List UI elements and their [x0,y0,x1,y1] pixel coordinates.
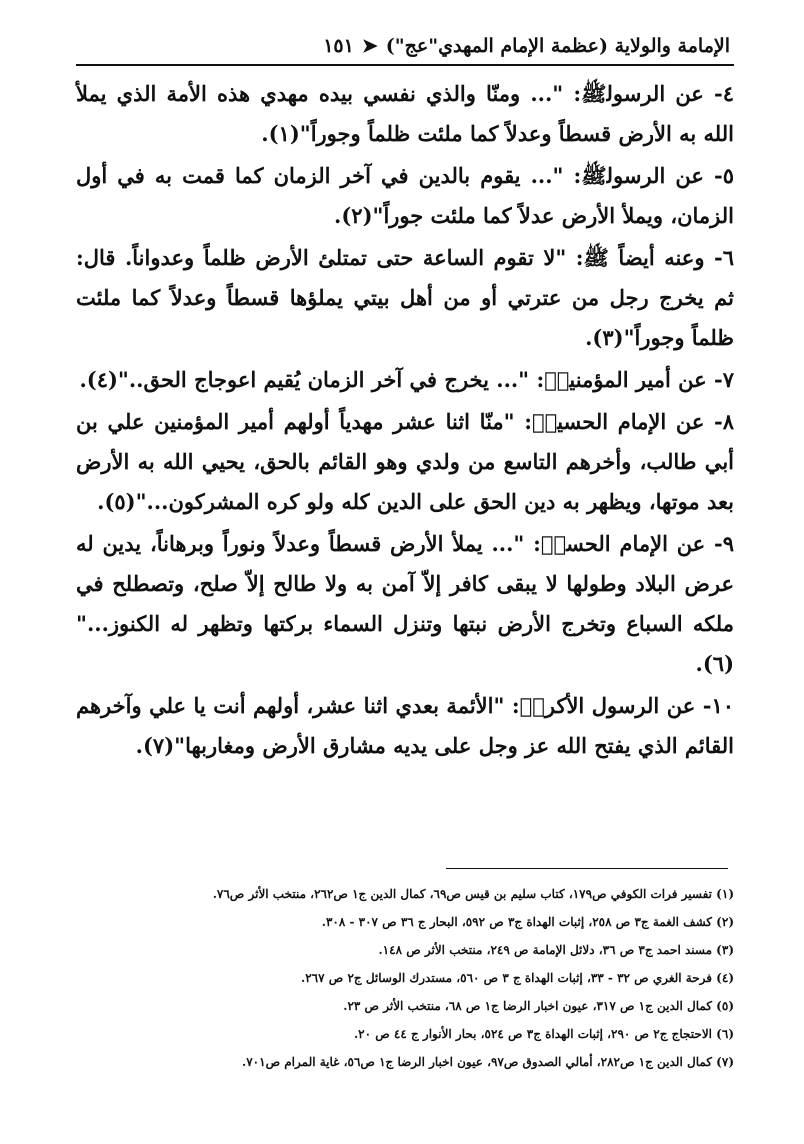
footnotes [76,880,734,1076]
paragraph-8: ٨- عن الإمام الحسين‍ؑ: "منّا اثنا عشر مهدياً أولهم أمير المؤمنين علي بن أبي طالب، وأخرهم التاسع من ولدي وهو القائم بالحق، يحيي الله به الأرض بعد موتها، ويظهر به دين الحق على الدين كله ولو كره المشركون..."(٥). [76,409,734,514]
footnote-1: (١) تفسير فرات الكوفي ص١٧٩، كتاب سليم بن قيس ص٦٩، كمال الدين ج١ ص٢٦٢، منتخب الأثر ص٧٦. [212,887,734,901]
paragraph-5: ٥- عن الرسول‍ﷺ: "... يقوم بالدين في آخر الزمان كما قمت به في أول الزمان، ويملأ الأرض عدلاً كما ملئت جوراً"(٢). [76,163,734,228]
footnote-3: (٣) مسند احمد ج٣ ص ٣٦، دلائل الإمامة ص ٢٤٩، منتخب الأثر ص ١٤٨. [378,943,734,957]
header-arrow-icon: ➤ [361,35,378,57]
footnote-5: (٥) كمال الدين ج١ ص ٣١٧، عيون اخبار الرضا ج١ ص ٦٨، منتخب الأثر ص ٢٣. [343,999,734,1013]
header-title: الإمامة والولاية (عظمة الإمام المهدي"عج") [385,35,730,57]
header-rule [76,64,734,66]
main-text [76,74,734,768]
paragraph-6: ٦- وعنه أيضاً ﷺ: "لا تقوم الساعة حتى تمتلئ الأرض ظلماً وعدواناً. قال: ثم يخرج رجل من عترتي أو من أهل بيتي يملؤها قسطاً وعدلاً كما ملئت ظلماً وجوراً"(٣). [76,245,734,350]
paragraph-7: ٧- عن أمير المؤمنين‍ؑ: "... يخرج في آخر الزمان يُقيم اعوجاج الحق.."(٤). [79,367,734,392]
footnote-2: (٢) كشف الغمة ج٣ ص ٢٥٨، إثبات الهداة ج٣ ص ٥٩٢، البحار ج ٣٦ ص ٣٠٧ - ٣٠٨. [321,915,734,929]
footnote-6: (٦) الاحتجاج ج٢ ص ٢٩٠، إثبات الهداة ج٣ ص ٥٢٤، بحار الأنوار ج ٤٤ ص ٢٠. [353,1027,734,1041]
paragraph-10: ١٠- عن الرسول الأكرم‍ؑ: "الأئمة بعدي اثنا عشر، أولهم أنت يا علي وآخرهم القائم الذي يفتح الله عز وجل على يديه مشارق الأرض ومغاربها"(٧). [76,693,734,758]
footnote-7: (٧) كمال الدين ج١ ص٢٨٢، أمالي الصدوق ص٩٧، عيون اخبار الرضا ج١ ص٥٦، غاية المرام ص٧٠١. [242,1055,734,1069]
paragraph-9: ٩- عن الإمام الحسن‍ؑ: "... يملأ الأرض قسطاً وعدلاً ونوراً وبرهاناً، يدين له عرض البلاد وطولها لا يبقى كافر إلاّ آمن به ولا طالح إلاّ صلح، وتصطلح في ملكه السباع وتخرج الأرض نبتها وتنزل السماء بركتها وتظهر له الكنوز..."(٦). [76,531,734,676]
footnote-4: (٤) فرحة الغري ص ٣٢ - ٣٣، إثبات الهداة ج ٣ ص ٥٦٠، مستدرك الوسائل ج٢ ص ٢٦٧. [301,971,734,985]
page-header [80,30,730,62]
paragraph-4: ٤- عن الرسول‍ﷺ: "... ومنّا والذي نفسي بيده مهدي هذه الأمة الذي يملأ الله به الأرض قسطاً وعدلاً كما ملئت ظلماً وجوراً"(١). [76,81,734,146]
page-number: ١٥١ [323,35,354,57]
footnote-divider [446,868,728,869]
